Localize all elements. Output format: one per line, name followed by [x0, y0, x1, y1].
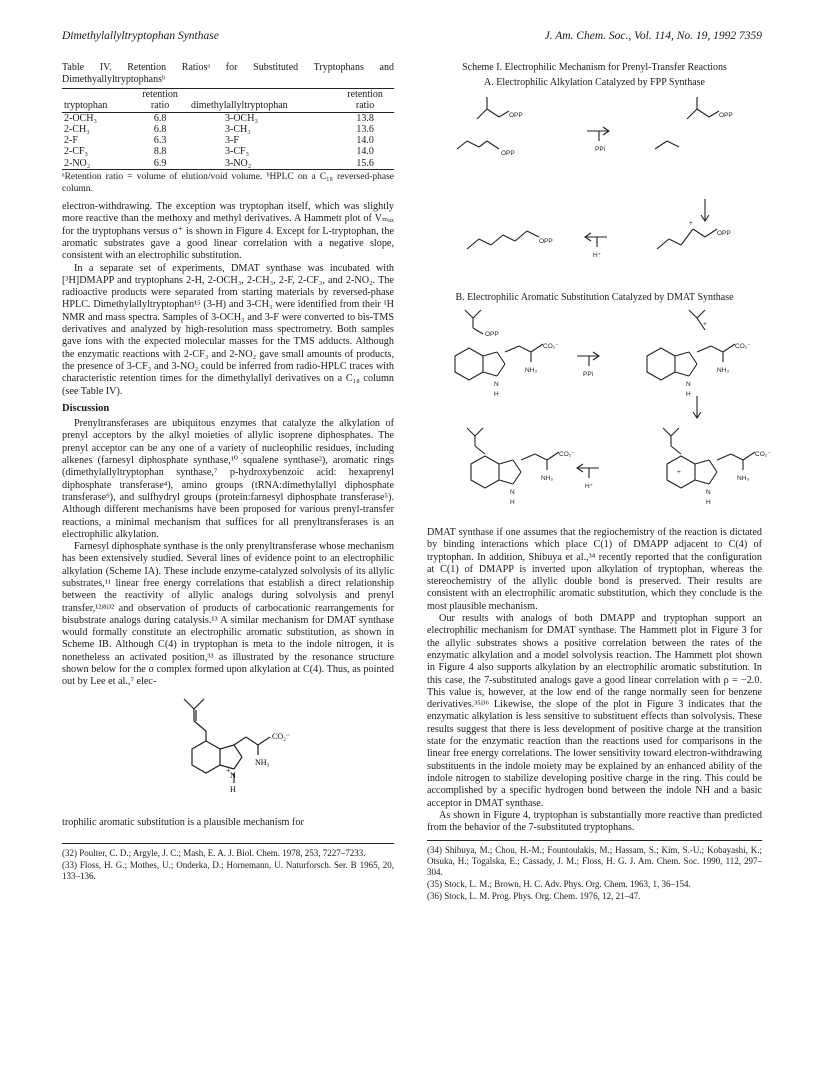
- co2-label: CO₂⁻: [755, 451, 771, 458]
- col-dmat: dimethylallyltryptophan: [191, 100, 288, 112]
- co2-label: CO₂⁻: [272, 731, 291, 741]
- h-label: H: [510, 499, 515, 506]
- plus-label: +: [677, 469, 681, 476]
- n-label: N: [706, 489, 711, 496]
- h-label: H: [230, 784, 236, 794]
- co2-label: CO₂⁻: [543, 343, 559, 350]
- table-row: 2-F 6.3 3-F 14.0: [64, 135, 374, 147]
- nh3-label: NH₃: [541, 475, 554, 482]
- opp-label: OPP: [485, 331, 499, 338]
- paragraph: In a separate set of experiments, DMAT synthase was incubated with [³H]DMAPP and tryptophans 2-H, 2-OCH₃, 2-CH₃, 2-F, 2-CF₃, and 2-NO₂. The radioactive products were separated from starting materials by reversed-phase HPLC. Dimethylallyltryptophan¹⁵ (3-H) and 3-CH₃ were identified from their ¹H NMR and mass spectra. Samples of 3-OCH₃ and 3-F were converted to bis-TMS derivatives and analyzed by high-resolution mass spectrometry. Both samples gave ions with the expected molecular masses for the TMS adducts. Although the enzymatic reactions with 2-CF₃ and 2-NO₂ gave small amounts of products, the presence of 3-CF₃ and 3-NO₂ could be inferred from radio-HPLC traces with characteristic retention times for the dimethylallyl derivatives on a C₁₈ column (see Table IV).: [62, 262, 394, 397]
- footnote: (35) Stock, L. M.; Brown, H. C. Adv. Phys. Org. Chem. 1963, 1, 36–154.: [427, 879, 691, 890]
- paragraph: As shown in Figure 4, tryptophan is substantially more reactive than predicted from the behavior of the 7-substituted tryptophans.: [427, 809, 762, 834]
- paragraph: Prenyltransferases are ubiquitous enzymes that catalyze the alkylation of prenyl acceptors by the alkyl moieties of allylic isoprene diphosphates. The prenyl acceptor can be any one of a variety of nucleophilic residues, including alkenes (farnesyl diphosphate synthase,¹⁰ squalene synthase²), aromatic rings (dimethylallyltryptophan synthase,⁷ p-hydroxybenzoic acid: hexaprenyl diphosphate transferase⁴), amino groups (tRNA:dimethylallyl diphosphate transferase⁹), and sulfhydryl groups (protein:farnesyl diphosphate transferase⁵). Although different mechanisms have been proposed for various prenyl-transfer reactions, a minimal mechanism that suffices for all prenyltransferases is an electrophilic alkylation.: [62, 418, 394, 540]
- hplus-label: H⁺: [585, 483, 594, 490]
- co2-label: CO₂⁻: [735, 343, 751, 350]
- opp-label: OPP: [719, 112, 733, 119]
- h-label: H: [706, 499, 711, 506]
- table-row: 2-CF₃ 8.8 3-CF₃ 14.0: [64, 146, 374, 158]
- paragraph: DMAT synthase if one assumes that the regiochemistry of the reaction is dictated by binding interactions which place C(1) of DMAPP adjacent to C(4) of tryptophan. In addition, Shibuya et al.,³⁴ recently reported that the configuration at C(1) of DMAPP is inverted upon alkylation of tryptophan, whereas the stereochemistry of the allylic double bond is preserved. Their results are consistent with an electrophilic aromatic substitution, which they conclude is the most plausible mechanism.: [427, 527, 762, 612]
- scheme-title: Scheme I. Electrophilic Mechanism for Prenyl-Transfer Reactions: [462, 62, 727, 73]
- nh3-label: NH₃: [717, 367, 730, 374]
- co2-label: CO₂⁻: [559, 451, 575, 458]
- h-label: H: [686, 391, 691, 398]
- opp-label: OPP: [539, 238, 553, 245]
- paragraph: Our results with analogs of both DMAPP and tryptophan support an electrophilic mechanism for DMAT synthase. The Hammett plot in Figure 3 for the allylic substrates shows a positive correlation between the rates of the enzymatic alkylation and a model solvolysis reaction. The Hammett plot shown in Figure 4 also supports alkylation by an electrophilic aromatic substitution. In this case, the 7-substituted analogs gave a good linear correlation with ρ = −2.0. This value is, however, at the low end of the range normally seen for benzene derivatives.³⁵ʲ³⁶ Likewise, the slope of the plot in Figure 3 indicates that the enzymatic alkylation is less sensitive to substituent effects than solvolysis. These results suggest that there is less development of positive charge at the transition state for the enzymatic reaction than the reactions used for comparisons in the linear free energy correlations. The lower sensitivity toward electron-withdrawing substituents in the indole moiety may be explained by an enhanced ability of the indole nitrogen to stabilize developing positive charge in the ring. This could be accomplished by a specific hydrogen bond between the indole NH and a basic acceptor in DMAT synthase.: [427, 613, 762, 809]
- footnotes-right: [427, 840, 762, 902]
- opp-label: OPP: [717, 230, 731, 237]
- footnotes-left: [62, 843, 394, 882]
- left-column: [62, 62, 394, 883]
- n-label: N: [494, 381, 499, 388]
- sigma-complex-structure: [62, 689, 394, 817]
- nh3-label: NH₃: [255, 757, 270, 767]
- paragraph: trophilic aromatic substitution is a plausible mechanism for: [62, 816, 304, 828]
- plus-label: +: [689, 220, 693, 227]
- table-row: 2-CH₃ 6.8 3-CH₃ 13.6: [64, 123, 374, 135]
- n-label: N: [510, 489, 515, 496]
- table-head-top-2: retention: [347, 89, 383, 100]
- ppi-label: PPi: [583, 371, 594, 378]
- table-head-top-1: retention: [142, 89, 178, 100]
- table-caption: Table IV. Retention Ratiosᵃ for Substituted Tryptophans and Dimethyallyltryptophansᵇ: [62, 62, 394, 85]
- table-row: 2-OCH₃ 6.8 3-OCH₃ 13.8: [64, 112, 374, 124]
- footnote: (32) Poulter, C. D.; Argyle, J. C.; Mash, E. A. J. Biol. Chem. 1978, 253, 7227–7233.: [62, 847, 366, 858]
- nh3-label: NH₃: [737, 475, 750, 482]
- header-journal: J. Am. Chem. Soc., Vol. 114, No. 19, 1992 7359: [544, 30, 762, 42]
- paragraph: Farnesyl diphosphate synthase is the only prenyltransferase whose mechanism has been extensively studied. Several lines of evidence point to an electrophilic alkylation (Scheme IA). These include enzyme-catalyzed solvolysis of its allylic substrates,¹¹ linear free energy correlations that establish a direct relationship between the reactivity of allylic analogs during solvolysis and prenyl transfer,¹²ʲ⁸ʲ³² and observation of products of carbocationic rearrangements for bisubstrate analogs during catalysis.¹³ A similar mechanism for DMAT synthase would formally constitute an electrophilic aromatic substitution, as shown in Scheme IB. Although C(4) in tryptophan is meta to the indole nitrogen, it is nonetheless an activated position,³³ as illustrated by the resonance structure shown below for the σ complex formed upon alkylation at C(4). Thus, as pointed out by Lee et al.,⁷ elec-: [62, 541, 394, 688]
- scheme-b-diagram: [427, 304, 771, 519]
- opp-label: OPP: [509, 112, 523, 119]
- footnote: (36) Stock, L. M. Prog. Phys. Org. Chem. 1976, 12, 21–47.: [427, 891, 641, 902]
- paragraph: electron-withdrawing. The exception was tryptophan itself, which was slightly more reactive than the methoxy and methyl derivatives. A Hammett plot of Vₘₐₓ for the tryptophans versus σ⁺ is shown in Figure 4. Except for L-tryptophan, the aromatic substrates gave a good linear correlation with a negative slope, consistent with an electrophilic substitution.: [62, 201, 394, 262]
- opp-label: OPP: [501, 150, 515, 157]
- footnote: (34) Shibuya, M.; Chou, H.-M.; Fountoulakis, M.; Hassam, S.; Kim, S.-U.; Kobayashi, K.; Otsuka, H.; Togalska, E.; Cassady, J. M.; Floss, H. G. J. Am. Chem. Soc. 1990, 112, 297–304.: [427, 845, 762, 878]
- n-label: N: [686, 381, 691, 388]
- col-ratio-1: ratio: [150, 100, 170, 112]
- nh3-label: NH₃: [525, 367, 538, 374]
- table-footnote: ᵃRetention ratio = volume of elution/void volume. ᵇHPLC on a C₁₈ reversed-phase column.: [62, 172, 394, 194]
- retention-table: [62, 88, 394, 170]
- plus-label: +: [226, 765, 231, 775]
- table-row: 2-NO₂ 6.9 3-NO₂ 15.6: [62, 158, 394, 170]
- ppi-label: PPi: [595, 146, 606, 153]
- footnote: (33) Floss, H. G.; Mothes, U.; Onderka, D.; Hornemann, U. Naturforsch. Ser. B 1965, 20, 133–136.: [62, 859, 394, 881]
- plus-label: +: [703, 321, 707, 328]
- scheme-a-diagram: [427, 89, 762, 289]
- n-label: N: [230, 770, 236, 780]
- header-title: Dimethylallyltryptophan Synthase: [62, 30, 219, 42]
- right-column: [427, 62, 771, 903]
- scheme-b-title: B. Electrophilic Aromatic Substitution Catalyzed by DMAT Synthase: [455, 292, 734, 303]
- section-heading: Discussion: [62, 402, 110, 414]
- sigma-complex-svg: [62, 689, 394, 817]
- col-ratio-2: ratio: [355, 100, 375, 112]
- hplus-label: H⁺: [593, 252, 602, 259]
- col-tryptophan: tryptophan: [64, 100, 108, 112]
- running-header: [62, 30, 762, 46]
- h-label: H: [494, 391, 499, 398]
- scheme-a-title: A. Electrophilic Alkylation Catalyzed by FPP Synthase: [484, 77, 705, 88]
